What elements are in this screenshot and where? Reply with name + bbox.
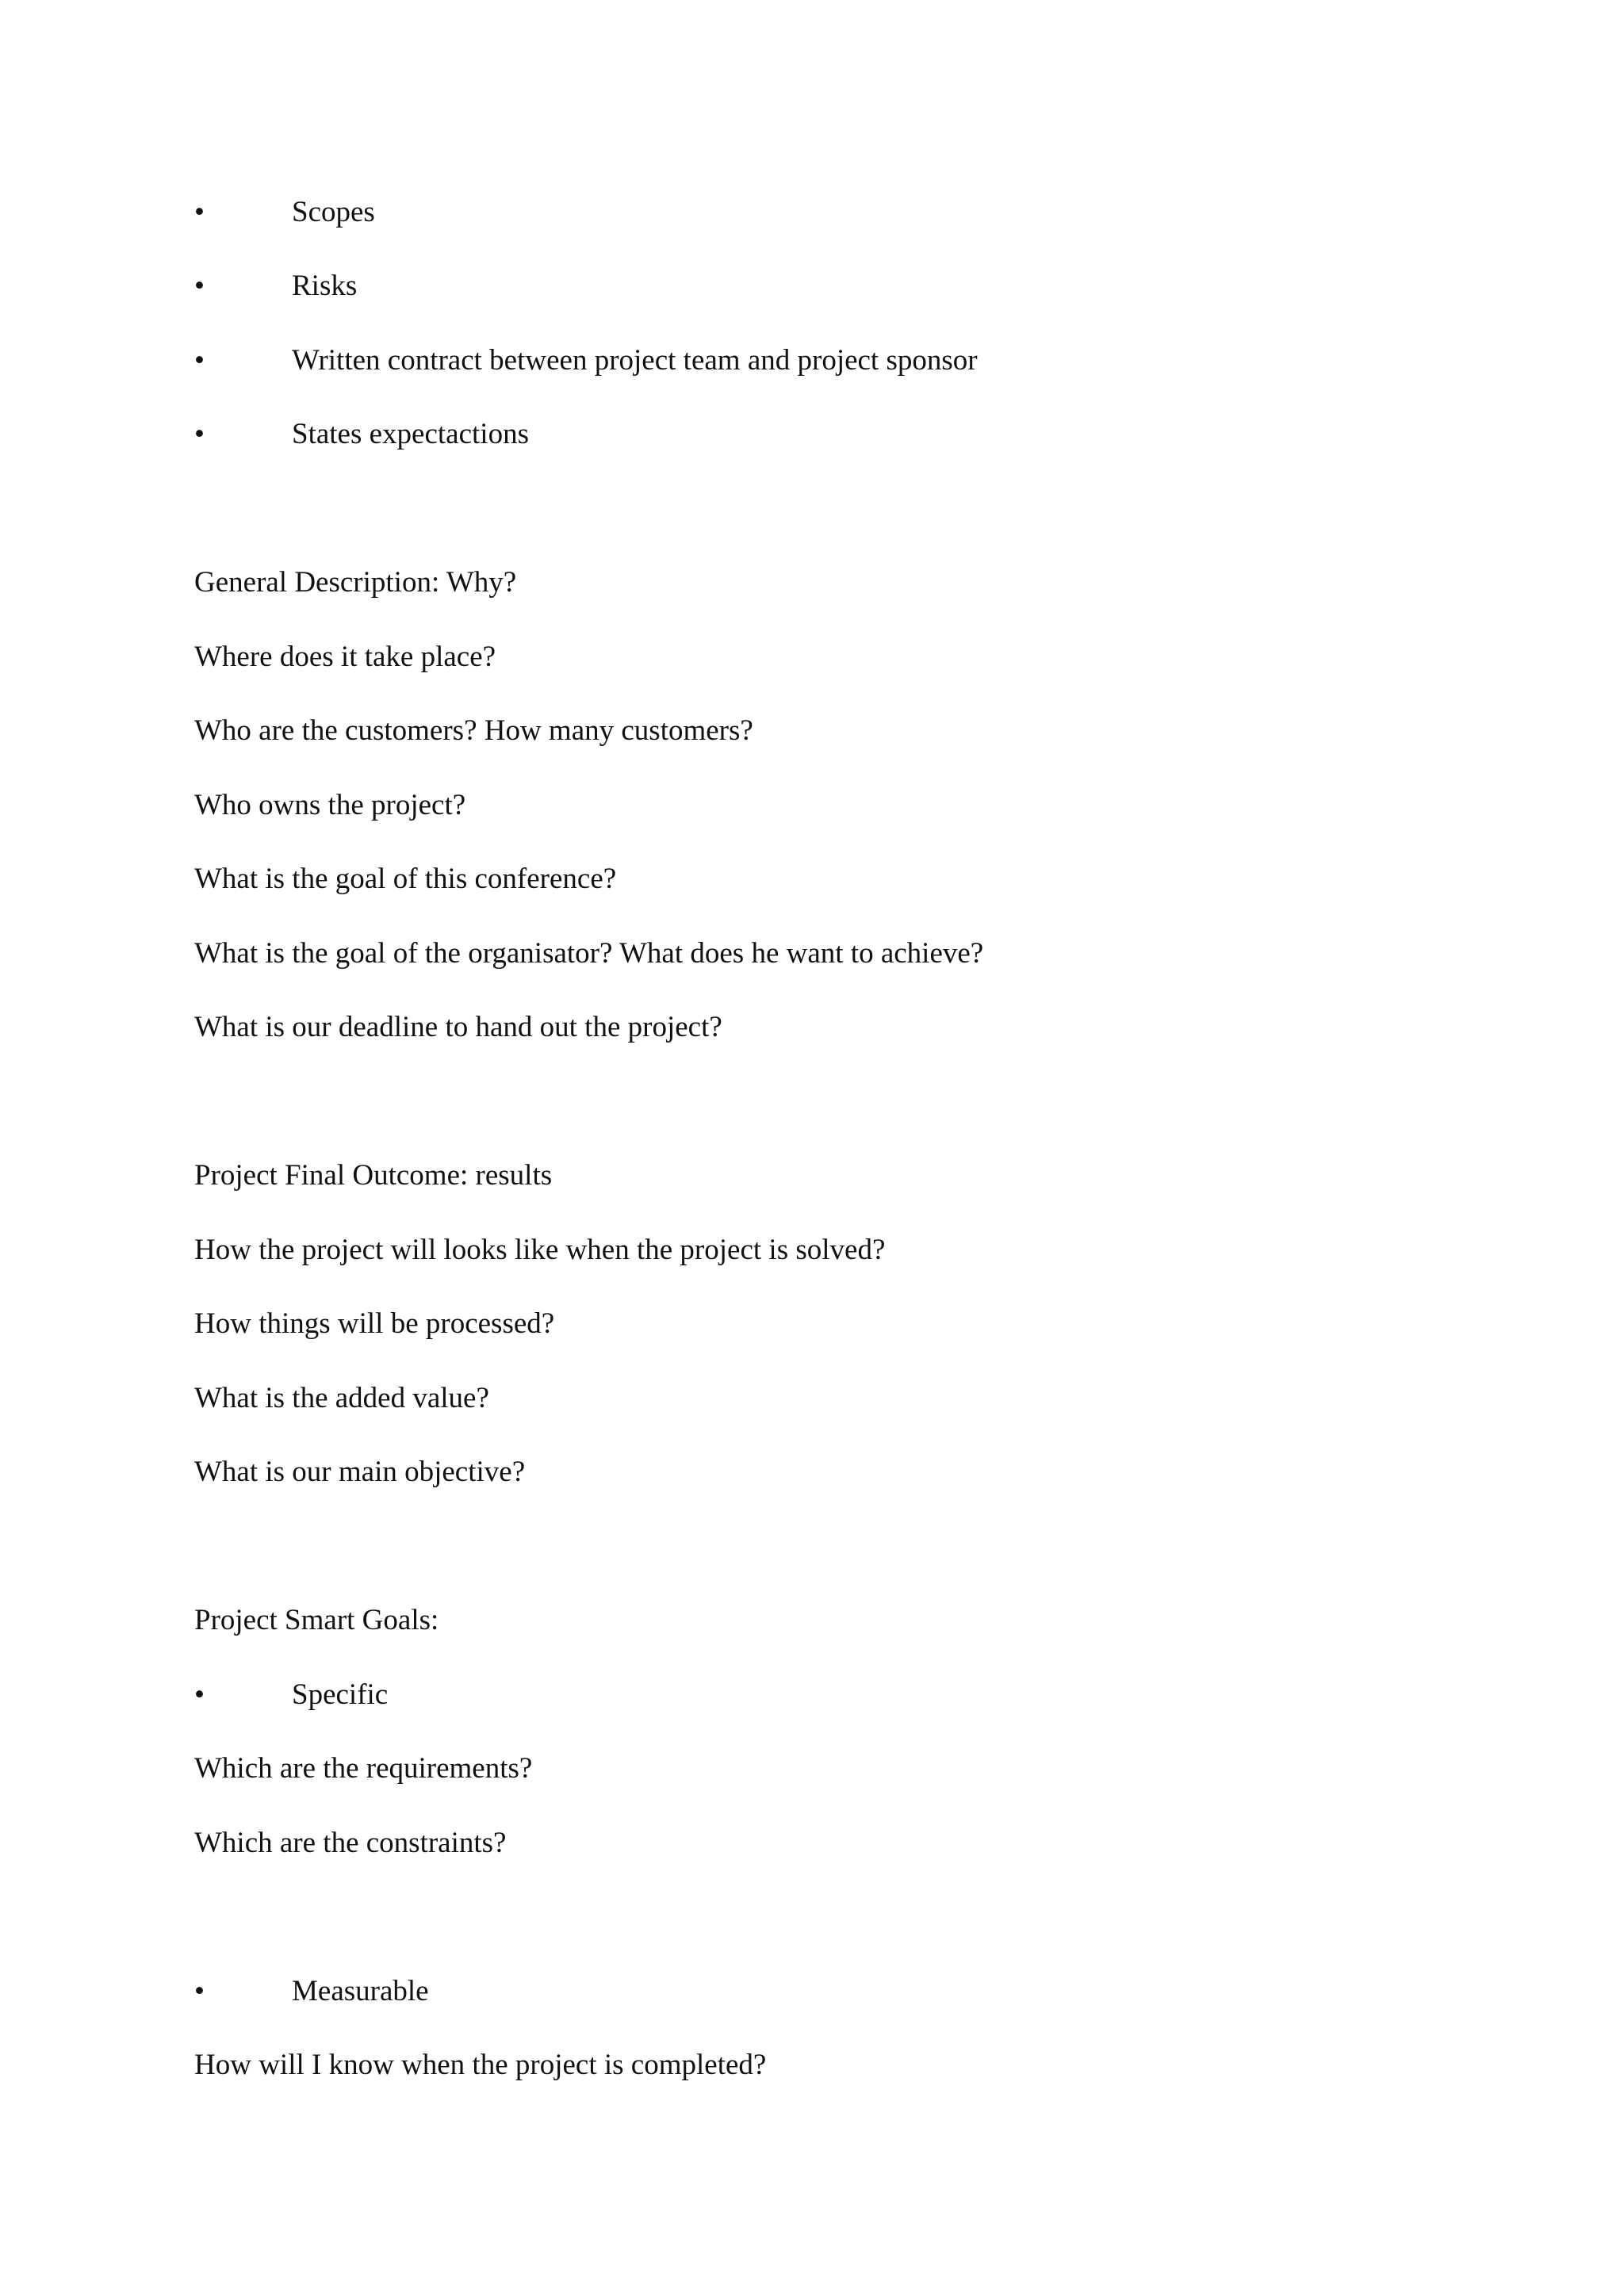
bullet-icon: • [194, 1975, 205, 2007]
bullet-text: Written contract between project team and project sponsor [292, 344, 978, 377]
bullet-text: Risks [292, 270, 358, 302]
bullet-icon: • [194, 344, 205, 377]
bullet-text: Measurable [292, 1975, 429, 2007]
bullet-icon: • [194, 1678, 205, 1711]
question-line: Who owns the project? [194, 789, 466, 821]
question-line: What is our main objective? [194, 1456, 526, 1488]
general-description-heading: General Description: Why? [194, 566, 517, 599]
bullet-icon: • [194, 270, 205, 302]
question-line: Which are the constraints? [194, 1827, 507, 1859]
question-line: What is our deadline to hand out the project? [194, 1011, 722, 1043]
question-line: How the project will looks like when the project is solved? [194, 1234, 886, 1266]
question-line: How will I know when the project is completed? [194, 2049, 767, 2081]
smart-goals-heading: Project Smart Goals: [194, 1604, 439, 1636]
bullet-text: Scopes [292, 196, 375, 228]
bullet-icon: • [194, 196, 205, 228]
question-line: How things will be processed? [194, 1307, 555, 1340]
question-line: What is the goal of the organisator? What does he want to achieve? [194, 937, 984, 970]
question-line: What is the added value? [194, 1382, 489, 1414]
bullet-text: States expectactions [292, 418, 529, 450]
question-line: Where does it take place? [194, 641, 496, 673]
bullet-icon: • [194, 418, 205, 450]
bullet-text: Specific [292, 1678, 389, 1711]
question-line: Which are the requirements? [194, 1752, 533, 1785]
final-outcome-heading: Project Final Outcome: results [194, 1159, 553, 1192]
question-line: What is the goal of this conference? [194, 863, 617, 895]
question-line: Who are the customers? How many customers? [194, 714, 753, 747]
